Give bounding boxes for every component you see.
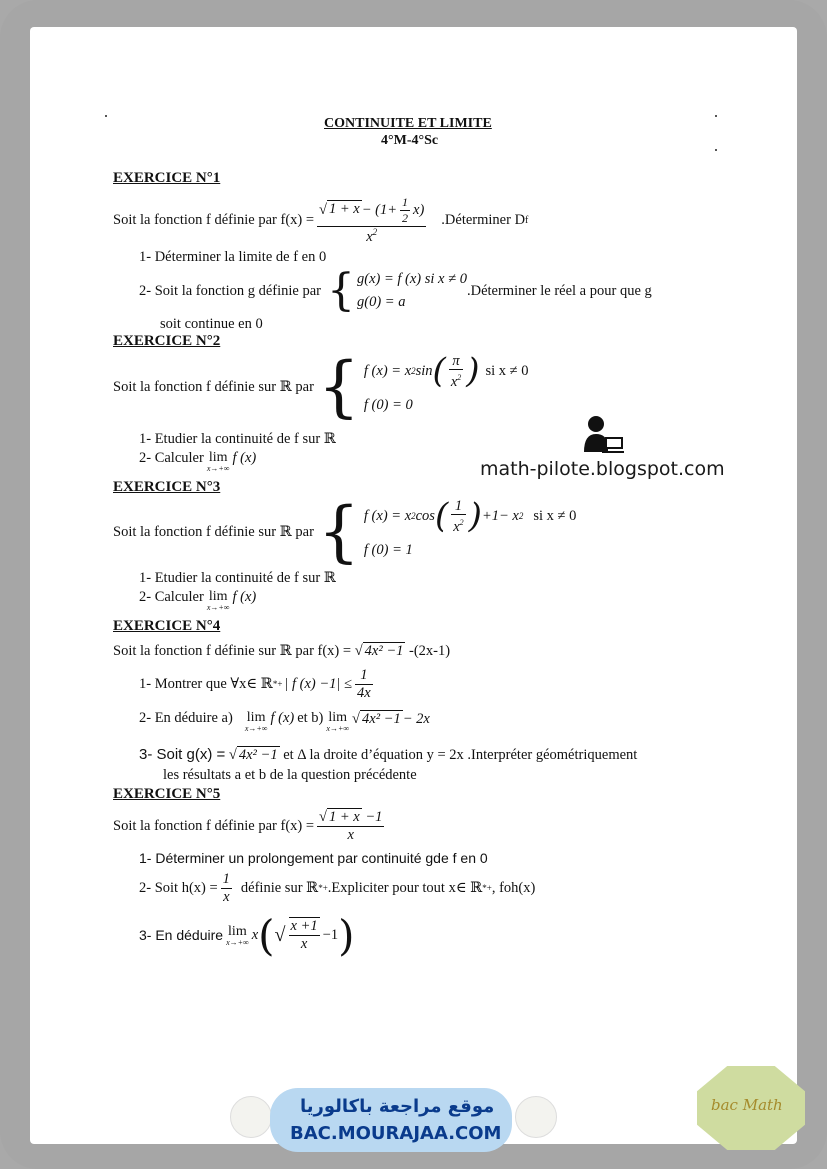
- sqrt-term: 1 + x: [329, 201, 360, 218]
- term: −1: [361, 809, 383, 825]
- exercise-3-q1: 1- Etudier la continuité de f sur ℝ: [139, 570, 336, 586]
- q2-domain: définie sur ℝ: [240, 879, 319, 896]
- term: sin: [415, 362, 433, 379]
- exercise-1-task: .Déterminer D: [441, 211, 526, 228]
- exercise-5-heading: EXERCICE N°5: [113, 786, 221, 802]
- lim-sub: x→+∞: [206, 603, 230, 612]
- piecewise-line-1: f (x) = x 2 sin ( $\frac{\pi}{x^2}$ ) si x ≠ 0: [363, 350, 529, 391]
- sqrt-term: 4x² −1: [362, 711, 401, 727]
- exercise-4-intro: Soit la fonction f définie sur ℝ par f(x) =: [113, 643, 352, 659]
- paren-icon: ): [338, 910, 355, 960]
- frac-num: 1: [451, 498, 465, 515]
- frac-num: 1: [222, 870, 230, 887]
- lim-sub: x→+∞: [244, 724, 268, 733]
- inv-fraction: $\frac{1}{x^2}$: [453, 497, 464, 535]
- exercise-4-q2: 2- En déduire a) lim x→+∞ f (x) et b) lim x→+∞ √ 4x² −1 − 2x: [139, 710, 430, 733]
- exercise-2-q2: [139, 450, 256, 473]
- fraction-denominator: x: [366, 228, 373, 245]
- limit-function: f (x): [232, 589, 257, 605]
- lim-sub: x→+∞: [326, 724, 350, 733]
- lim-sub: x→+∞: [226, 937, 249, 947]
- q3-label: 3- En déduire: [139, 927, 224, 943]
- q3-fraction: [289, 917, 320, 953]
- exercise-5-q1: 1- Déterminer un prolongement par continuité gde f en 0: [139, 850, 488, 866]
- frac-num: 1: [355, 667, 373, 685]
- bac-math-logo-text: bac Math: [711, 1096, 783, 1114]
- lim-word: lim: [328, 710, 348, 725]
- exercise-5-definition: [113, 804, 387, 848]
- lim-word: lim: [208, 589, 228, 604]
- q2-target: , foh(x): [491, 879, 536, 896]
- term: cos: [415, 507, 435, 524]
- exercise-4-q1: 1- Montrer que ∀x∈ ℝ * + | f (x) −1| ≤ $\frac{1}{4x}$: [139, 666, 371, 701]
- exercise-3-definition: [113, 493, 577, 570]
- limit-operator: [326, 710, 349, 733]
- frac-num: π: [449, 353, 463, 370]
- term: f (x) = x: [363, 507, 412, 524]
- num-part: − (1+: [361, 201, 398, 218]
- q2-label: 2- Calculer: [139, 589, 204, 605]
- half-fraction: [400, 195, 410, 226]
- sqrt-term: 1 + x: [329, 809, 360, 825]
- condition: si x ≠ 0: [485, 362, 529, 379]
- corner-dot: [715, 115, 717, 117]
- sqrt-term: 4x² −1: [238, 747, 278, 763]
- site-logo-right: [515, 1096, 557, 1138]
- piecewise-line-2: f (0) = 1: [363, 542, 413, 559]
- piecewise-def: [363, 495, 577, 567]
- q2-fraction: [221, 871, 232, 906]
- q1-label: 1- Montrer que ∀x∈ ℝ: [139, 675, 273, 692]
- exercise-1-heading: EXERCICE N°1: [113, 170, 221, 186]
- piecewise-def: [363, 350, 529, 422]
- q3-label: 3- Soit g(x) =: [139, 746, 226, 763]
- limit-function: f (x): [232, 450, 257, 466]
- half-num: 1: [402, 194, 409, 209]
- limit-operator: [207, 450, 230, 473]
- exercise-5-fraction: $\frac{√ 1 + x -1}{x}$: [319, 809, 383, 843]
- exercise-1-fraction: √ 1 + x − (1+ $\frac{1}{2}$ x) $x^2$: [319, 194, 425, 245]
- exercise-1-q2: [139, 265, 652, 316]
- page-title: CONTINUITE ET LIMITE: [324, 116, 492, 131]
- term: f (x) = x: [363, 362, 412, 379]
- term: +1− x: [481, 507, 519, 524]
- half-den: 2: [402, 210, 409, 225]
- paren-icon: (: [432, 350, 446, 391]
- exercise-4-q3-cont: les résultats a et b de la question précédente: [163, 767, 417, 783]
- exercise-4-heading: EXERCICE N°4: [113, 618, 221, 634]
- limit-operator: [245, 710, 268, 733]
- q2-intro: 2- Soit la fonction g définie par: [139, 282, 322, 299]
- lim-word: lim: [208, 450, 228, 465]
- frac-den: 4x: [357, 684, 371, 701]
- sqrt-term: 4x² −1: [364, 643, 404, 659]
- q2-label: 2- Calculer: [139, 450, 204, 466]
- exercise-1-q1: 1- Déterminer la limite de f en 0: [139, 249, 327, 265]
- exercise-3-heading: EXERCICE N°3: [113, 479, 221, 495]
- piecewise-line-1: f (x) = x 2 cos ( $\frac{1}{x^2}$ ) +1− x 2 si x ≠ 0: [363, 495, 577, 536]
- domain-subscript: f: [525, 214, 529, 226]
- limit-operator: [207, 589, 230, 612]
- term: -(2x-1): [405, 643, 451, 659]
- exercise-1-definition: [113, 192, 528, 248]
- term: x: [251, 926, 259, 943]
- exercise-1-q2-cont: soit continue en 0: [160, 316, 263, 332]
- q2-task: .Déterminer le réel a pour que g: [466, 282, 652, 299]
- site-logo-left: [230, 1096, 272, 1138]
- q2-label: 2- Soit h(x) =: [139, 879, 218, 896]
- q1-fraction: [355, 667, 373, 702]
- paren-icon: ): [466, 350, 480, 391]
- term: − 2x: [402, 711, 430, 727]
- exercise-2-heading: EXERCICE N°2: [113, 333, 221, 349]
- piecewise-line-2: f (0) = 0: [363, 397, 413, 414]
- limit-operator: [226, 924, 249, 947]
- corner-dot: [715, 149, 717, 151]
- lim-sub: x→+∞: [206, 464, 230, 473]
- exercise-2-definition: [113, 348, 529, 425]
- page-subtitle: 4°M-4°Sc: [381, 133, 439, 148]
- piecewise-line-1: g(x) = f (x) si x ≠ 0: [357, 271, 467, 287]
- exercise-2-q1: 1- Etudier la continuité de f sur ℝ: [139, 431, 336, 447]
- paren-icon: (: [258, 910, 275, 960]
- brace-icon: {: [327, 265, 356, 316]
- paren-icon: ): [468, 495, 482, 536]
- banner-arabic-text: موقع مراجعة باكالوريا: [300, 1096, 495, 1117]
- brace-icon: {: [317, 493, 360, 570]
- frac-den: x: [453, 518, 460, 535]
- q2-part-b: et b): [297, 710, 324, 726]
- paren-icon: (: [434, 495, 449, 536]
- q2-label: 2- En déduire a): [139, 710, 233, 726]
- term: −1: [322, 926, 339, 943]
- q3-task: et Δ la droite d’équation y = 2x .Interpréter géométriquement: [279, 747, 638, 763]
- exercise-3-q2: [139, 589, 256, 612]
- piecewise-def: [357, 268, 467, 314]
- exercise-4-definition: Soit la fonction f définie sur ℝ par f(x) = √ 4x² −1 -(2x-1): [113, 643, 451, 659]
- reader-icon: [582, 414, 626, 454]
- lim-word: lim: [246, 710, 266, 725]
- brace-icon: {: [317, 348, 360, 425]
- frac-den: x: [450, 373, 458, 390]
- frac-num: x +1: [290, 918, 318, 934]
- piecewise-line-2: g(0) = a: [357, 294, 406, 310]
- exercise-4-q3: 3- Soit g(x) = √ 4x² −1 et Δ la droite d’équation y = 2x .Interpréter géométriquement: [139, 746, 638, 763]
- q2-task: .Expliciter pour tout x∈ ℝ: [327, 879, 483, 896]
- exercise-5-q2: 2- Soit h(x) = $\frac{1}{x}$ définie sur ℝ * + .Expliciter pour tout x∈ ℝ * + , foh(x): [139, 870, 536, 905]
- frac-den: x: [223, 888, 230, 905]
- blog-watermark: math-pilote.blogspot.com: [480, 458, 725, 480]
- banner-url[interactable]: BAC.MOURAJAA.COM: [290, 1123, 502, 1144]
- num-part: x): [413, 201, 425, 218]
- frac-den: x: [300, 936, 308, 952]
- q1-inequality: | f (x) −1| ≤: [284, 675, 352, 692]
- limit-function: f (x): [270, 710, 295, 726]
- exercise-3-intro: Soit la fonction f définie sur ℝ par: [113, 523, 314, 540]
- corner-dot: [105, 115, 107, 117]
- lim-word: lim: [228, 923, 247, 939]
- exercise-1-intro: Soit la fonction f définie par f(x) =: [113, 211, 315, 228]
- exercise-2-intro: Soit la fonction f définie sur ℝ par: [113, 378, 314, 395]
- exercise-5-q3: 3- En déduire lim x→+∞ x ( √ $\frac{x +1}{x}$ −1 ): [139, 910, 355, 960]
- fraction-denominator: x: [347, 827, 354, 843]
- pi-fraction: $\frac{\pi}{x^2}$: [450, 352, 462, 390]
- condition: si x ≠ 0: [533, 507, 577, 524]
- exercise-5-intro: Soit la fonction f définie par f(x) =: [113, 817, 315, 834]
